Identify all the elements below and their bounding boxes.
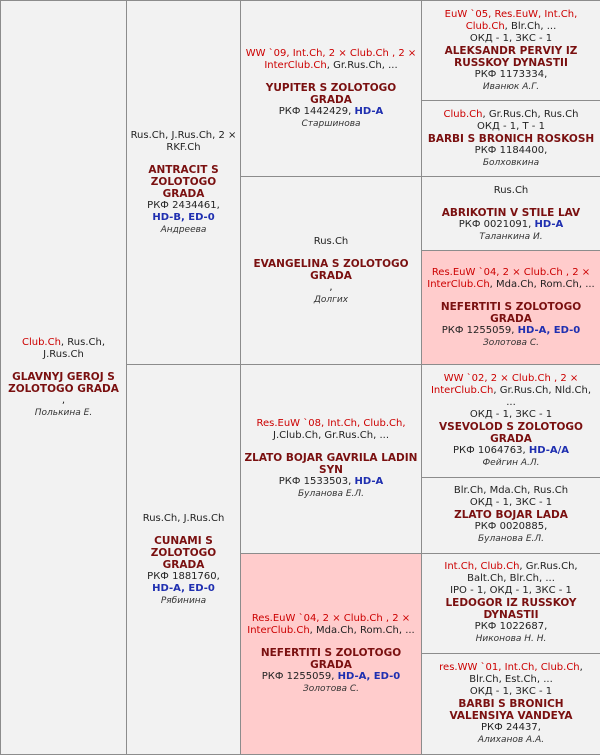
owner: Буланова Е.Л. [477, 534, 544, 545]
owner: Никонова Н. Н. [475, 634, 547, 645]
dog-cell-ddd [422, 653, 600, 754]
owner: Буланова Е.Л. [297, 489, 364, 500]
dog-name-link[interactable]: BARBI S BRONICH VALENSIYA VANDEYA [449, 697, 573, 722]
dog-cell-sire [127, 1, 241, 365]
reg-number: РКФ 1184400, [474, 144, 548, 156]
titles: WW `09, Int.Ch, 2 × Club.Ch , 2 × InterClub.Ch, Gr.Rus.Ch, ... [245, 47, 417, 71]
titles: Rus.Ch, J.Rus.Ch [142, 512, 225, 524]
reg-number: РКФ 24437, [481, 721, 541, 733]
reg-number: РКФ 1022687, [474, 621, 548, 633]
titles: Blr.Ch, Mda.Ch, Rus.Ch [453, 485, 569, 497]
titles: WW `02, 2 × Club.Ch , 2 × InterClub.Ch, Gr.Rus.Ch, Nld.Ch, ... [430, 373, 592, 409]
dog-name-link[interactable]: GLAVNYJ GEROJ S ZOLOTOGO GRADA [8, 370, 119, 395]
dog-name-link[interactable]: EVANGELINA S ZOLOTOGO GRADA [253, 257, 409, 282]
dog-cell-dss [422, 365, 600, 477]
health-test: HD-A [534, 218, 564, 230]
dog-name-link[interactable]: CUNAMI S ZOLOTOGO GRADA [150, 534, 217, 571]
reg-number: РКФ 2434461, [147, 199, 220, 211]
reg-number: РКФ 1173334, [474, 68, 548, 80]
dog-cell-sd [241, 177, 422, 365]
work-titles: ОКД - 1, ЗКС - 1 [469, 497, 553, 509]
titles: Club.Ch, Gr.Rus.Ch, Rus.Ch [443, 108, 579, 120]
owner: Андреева [160, 224, 207, 235]
work-titles: ОКД - 1, ЗКС - 1 [469, 409, 553, 421]
titles: EuW `05, Res.EuW, Int.Ch, Club.Ch, Blr.Ch, ... [444, 8, 578, 32]
owner: Золотова С. [482, 337, 540, 348]
owner: Болховкина [482, 157, 540, 168]
dog-name-link[interactable]: ABRIKOTIN V STILE LAV [441, 206, 581, 219]
reg-number: РКФ 1064763, HD-A/A [453, 445, 569, 457]
dog-name-link[interactable]: NEFERTITI S ZOLOTOGO GRADA [260, 646, 402, 671]
titles: Res.EuW `04, 2 × Club.Ch , 2 × InterClub.Ch, Mda.Ch, Rom.Ch, ... [247, 612, 415, 636]
titles: Rus.Ch [493, 184, 529, 196]
reg-number: , [329, 281, 333, 293]
health-test: HD-B, ED-0 [152, 211, 215, 223]
work-titles: IPO - 1, ОКД - 1, ЗКС - 1 [450, 585, 572, 597]
health-test: HD-A, ED-0 [517, 324, 581, 336]
dog-cell-dam [127, 365, 241, 755]
dog-name-link[interactable]: ZLATO BOJAR LADA [454, 509, 568, 522]
owner: Старшинова [301, 118, 361, 129]
reg-number: РКФ 1255059, HD-A, ED-0 [441, 324, 581, 336]
dog-cell-dds [422, 553, 600, 653]
dog-cell-ds [241, 365, 422, 553]
dog-name-link[interactable]: ANTRACIT S ZOLOTOGO GRADA [148, 163, 219, 200]
dog-cell-dd [241, 553, 422, 754]
dog-name-link[interactable]: YUPITER S ZOLOTOGO GRADA [265, 81, 397, 106]
reg-number: РКФ 1255059, HD-A, ED-0 [261, 670, 401, 682]
reg-number: РКФ 0021091, HD-A [458, 218, 564, 230]
titles: Res.EuW `04, 2 × Club.Ch , 2 × InterClub.Ch, Mda.Ch, Rom.Ch, ... [427, 266, 595, 290]
titles: Res.EuW `08, Int.Ch, Club.Ch, J.Club.Ch, Gr.Rus.Ch, ... [256, 418, 406, 442]
health-test: HD-A/A [528, 445, 569, 457]
dog-cell-dsd [422, 477, 600, 553]
work-titles: ОКД - 1, Т - 1 [477, 120, 545, 132]
reg-number: РКФ 0020885, [474, 521, 548, 533]
titles: res.WW `01, Int.Ch, Club.Ch, Blr.Ch, Est.Ch, ... [439, 661, 583, 685]
dog-name-link[interactable]: ZLATO BOJAR GAVRILA LADIN SYN [244, 452, 418, 477]
dog-name-link[interactable]: BARBI S BRONICH ROSKOSH [427, 132, 595, 145]
dog-name-link[interactable]: ALEKSANDR PERVIY IZ RUSSKOY DYNASTII [444, 44, 578, 69]
owner: Фейгин А.Л. [482, 458, 540, 469]
health-test: HD-A, ED-0 [337, 670, 401, 682]
dog-cell-root [1, 1, 127, 755]
owner: Долгих [313, 294, 349, 305]
owner: Полькина Е. [34, 407, 93, 418]
owner: Золотова С. [302, 683, 360, 694]
owner: Таланкина И. [479, 231, 543, 242]
dog-name-link[interactable]: NEFERTITI S ZOLOTOGO GRADA [440, 300, 582, 325]
reg-number: РКФ 1881760, [147, 570, 220, 582]
dog-cell-ss [241, 1, 422, 177]
health-test: HD-A [354, 476, 384, 488]
work-titles: ОКД - 1, ЗКС - 1 [469, 685, 553, 697]
titles: Int.Ch, Club.Ch, Gr.Rus.Ch, Balt.Ch, Blr.Ch, ... [444, 561, 578, 585]
dog-cell-sds [422, 177, 600, 251]
owner: Иванюк А.Г. [482, 81, 540, 92]
reg-number: РКФ 1442429, HD-A [278, 105, 384, 117]
health-test: HD-A, ED-0 [152, 582, 215, 594]
reg-number: РКФ 1533503, HD-A [278, 476, 384, 488]
work-titles: ОКД - 1, ЗКС - 1 [469, 32, 553, 44]
dog-cell-sss [422, 1, 600, 101]
dog-cell-ssd [422, 101, 600, 177]
titles: Rus.Ch [313, 235, 349, 247]
reg-number: , [61, 394, 66, 406]
dog-cell-sdd [422, 251, 600, 365]
dog-name-link[interactable]: LEDOGOR IZ RUSSKOY DYNASTII [445, 597, 577, 622]
titles: Rus.Ch, J.Rus.Ch, 2 × RKF.Ch [130, 129, 237, 153]
health-test: HD-A [354, 105, 384, 117]
owner: Алиханов А.А. [477, 734, 545, 745]
owner: Рябинина [160, 595, 207, 606]
titles: Club.Ch, Rus.Ch, J.Rus.Ch [21, 336, 106, 360]
dog-name-link[interactable]: VSEVOLOD S ZOLOTOGO GRADA [439, 421, 583, 446]
